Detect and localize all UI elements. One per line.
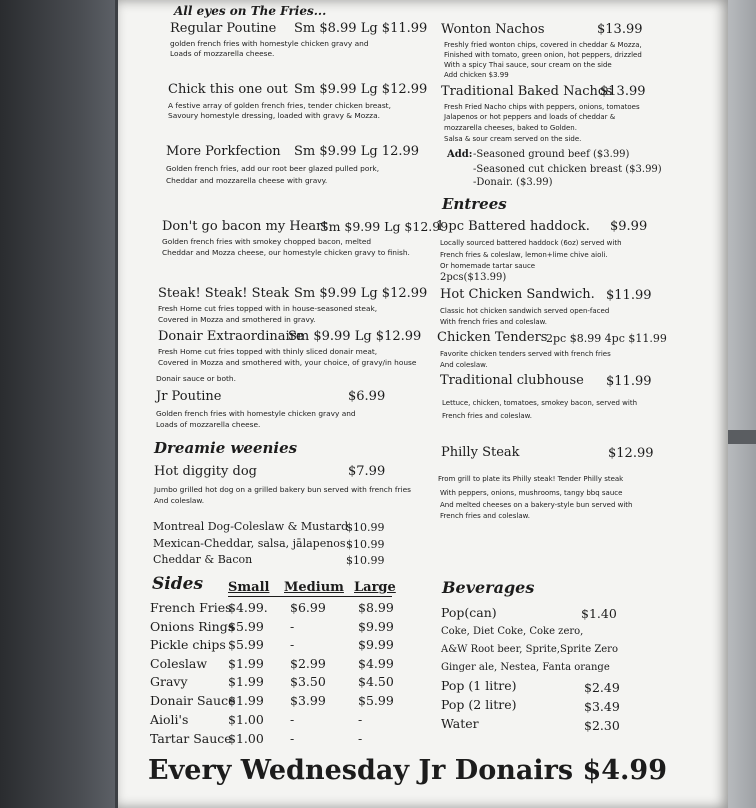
item-desc-line: Add chicken $3.99 [444,71,509,79]
beverage-name: Pop (2 litre) [441,697,517,712]
sides-header-rule [228,596,392,597]
item-name: Philly Steak [441,445,520,460]
item-price: $11.99 [606,288,652,303]
item-desc-line: Classic hot chicken sandwich served open-faced [440,307,610,315]
item-price: $9.99 [610,219,648,234]
add-option: -Seasoned ground beef ($3.99) [473,149,630,160]
item-desc-line: And coleslaw. [440,361,488,369]
item-price: $7.99 [348,464,386,479]
item-desc-line: Finished with tomato, green onion, hot peppers, drizzled [444,51,642,59]
item-price: $11.99 [606,374,652,389]
beverage-flavors-line: Ginger ale, Nestea, Fanta orange [441,662,610,673]
beverage-price: $3.49 [584,699,620,714]
item-name: Chick this one out [168,82,288,97]
item-desc-line: Donair sauce or both. [156,374,236,383]
beverage-price: $1.40 [581,606,617,621]
sides-row-name: Coleslaw [150,656,208,671]
item-desc-line: Golden french fries with homestyle chicken gravy and [156,409,356,418]
hotdog-option-name: Mexican-Cheddar, salsa, jālapenos [153,537,346,550]
item-desc-line: Jalapenos or hot peppers and loads of cheddar & [444,113,616,121]
sides-price-large: $9.99 [358,637,394,652]
item-desc-line: Golden french fries, add our root beer glazed pulled pork, [166,164,380,173]
item-price: $6.99 [348,389,386,404]
hotdog-option-name: Cheddar & Bacon [153,553,253,566]
beverages-header: Beverages [442,578,535,597]
item-name: Wonton Nachos [441,22,545,37]
menu-sheet [118,0,728,808]
sides-price-medium: - [290,619,295,634]
sides-price-medium: - [290,637,295,652]
item-price: $13.99 [597,22,643,37]
item-desc-line: golden french fries with homestyle chicken gravy and [170,39,369,48]
sides-price-large: $9.99 [358,619,394,634]
sides-price-small: $1.00 [228,712,264,727]
sides-price-medium: $2.99 [290,656,326,671]
sides-row-name: French Fries [150,600,232,615]
item-price: Sm $9.99 Lg $12.99 [294,82,428,97]
sides-price-small: $1.99 [228,656,264,671]
item-desc-line: Loads of mozzarella cheese. [170,49,275,58]
hotdog-option-name: Montreal Dog-Coleslaw & Mustard [153,520,349,533]
sides-price-large: - [358,731,363,746]
item-desc-line: Locally sourced battered haddock (6oz) served with [440,239,622,247]
item-desc-line: With french fries and coleslaw. [440,318,547,326]
sides-price-large: $5.99 [358,693,394,708]
sides-price-small: $4.99. [228,600,268,615]
beverage-name: Water [441,716,479,731]
item-name: Don't go bacon my Heart [162,219,328,234]
item-desc-line: Fresh Home cut fries topped with in house-seasoned steak, [158,304,378,313]
sides-price-large: - [358,712,363,727]
beverage-flavors-line: A&W Root beer, Sprite,Sprite Zero [441,644,618,655]
item-desc-line: Or homemade tartar sauce [440,262,536,270]
sides-row-name: Pickle chips [150,637,226,652]
item-desc-line: And melted cheeses on a bakery-style bun served with [440,501,633,509]
item-desc-line: French fries & coleslaw, lemon+lime chive aioli. [440,251,608,259]
item-desc-line: Cheddar and Mozza cheese, our homestyle chicken gravy to finish. [162,248,410,257]
weenies-header: Dreamie weenies [154,439,298,457]
item-desc-line: mozzarella cheeses, baked to Golden. [444,124,577,132]
item-name: Traditional clubhouse [440,373,584,388]
item-name: Hot Chicken Sandwich. [440,287,595,302]
item-desc-line: With a spicy Thai sauce, sour cream on the side [444,61,612,69]
sides-col-medium: Medium [284,580,344,595]
item-name: Jr Poutine [156,389,222,404]
hotdog-option-price: $10.99 [346,554,385,567]
item-desc-line: Freshly fried wonton chips, covered in cheddar & Mozza, [444,41,642,49]
item-desc-line: Savoury homestyle dressing, loaded with gravy & Mozza. [168,111,380,120]
beverage-flavors-line: Coke, Diet Coke, Coke zero, [441,626,584,637]
sides-price-small: $1.99 [228,674,264,689]
item-desc-line: Cheddar and mozzarella cheese with gravy. [166,176,328,185]
item-price: 2pc $8.99 4pc $11.99 [546,332,667,345]
item-name: Donair Extraordinaire [158,329,304,344]
beverage-price: $2.30 [584,718,620,733]
sides-price-small: $1.00 [228,731,264,746]
item-desc-line: Loads of mozzarella cheese. [156,420,261,429]
add-label: Add: [447,149,473,160]
item-name: 1 pc Battered haddock. [436,219,590,234]
sides-col-small: Small [228,580,270,595]
item-desc-line: Fresh Home cut fries topped with thinly sliced donair meat, [158,347,378,356]
item-name: More Porkfection [166,144,281,159]
item-name: Chicken Tenders [437,330,548,345]
fries-header: All eyes on The Fries... [174,4,327,18]
sides-row-name: Gravy [150,674,188,689]
sides-price-medium: $3.99 [290,693,326,708]
item-price: $13.99 [600,84,646,99]
haddock-two-piece: 2pcs($13.99) [440,272,507,283]
item-price: Sm $9.99 Lg $12.99 [320,219,449,234]
sides-price-small: $5.99 [228,619,264,634]
item-desc-line: Covered in Mozza and smothered in gravy. [158,315,316,324]
item-desc-line: Lettuce, chicken, tomatoes, smokey bacon, served with [442,399,638,407]
sides-price-large: $4.50 [358,674,394,689]
sides-price-large: $4.99 [358,656,394,671]
sides-price-large: $8.99 [358,600,394,615]
sides-price-small: $5.99 [228,637,264,652]
item-price: Sm $8.99 Lg $11.99 [294,21,428,36]
sides-header: Sides [152,574,204,594]
item-desc-line: Covered in Mozza and smothered with, your choice, of gravy/in house [158,358,417,367]
hotdog-option-price: $10.99 [346,521,385,534]
sides-price-medium: - [290,712,295,727]
sides-row-name: Tartar Sauce [150,731,232,746]
add-option: -Seasoned cut chicken breast ($3.99) [473,164,662,175]
item-price: Sm $9.99 Lg $12.99 [294,286,428,301]
sides-price-medium: $3.50 [290,674,326,689]
beverage-name: Pop (1 litre) [441,678,517,693]
beverage-price: $2.49 [584,680,620,695]
sides-row-name: Onions Rings [150,619,235,634]
beverage-name: Pop(can) [441,605,497,620]
entrees-header: Entrees [442,195,507,213]
hotdog-option-price: $10.99 [346,538,385,551]
item-desc-line: With peppers, onions, mushrooms, tangy bbq sauce [440,489,623,497]
item-desc-line: Golden french fries with smokey chopped bacon, melted [162,237,372,246]
item-desc-line: A festive array of golden french fries, tender chicken breast, [168,101,391,110]
sides-price-medium: - [290,731,295,746]
background-left [0,0,115,808]
item-price: Sm $9.99 Lg $12.99 [288,329,422,344]
sides-col-large: Large [354,580,396,595]
item-name: Steak! Steak! Steak [158,286,290,301]
item-name: Traditional Baked Nachos [441,84,613,99]
item-desc-line: French fries and coleslaw. [442,412,532,420]
item-price: $12.99 [608,446,654,461]
item-name: Hot diggity dog [154,464,257,479]
promo-banner: Every Wednesday Jr Donairs $4.99 [148,755,667,786]
item-desc-line: Jumbo grilled hot dog on a grilled bakery bun served with french fries [154,485,411,494]
item-desc-line: From grill to plate its Philly steak! Tender Philly steak [438,475,624,483]
item-name: Regular Poutine [170,21,277,36]
item-price: Sm $9.99 Lg 12.99 [294,144,420,159]
sides-row-name: Donair Sauce [150,693,236,708]
sides-row-name: Aioli's [150,712,189,727]
item-desc-line: And coleslaw. [154,496,205,505]
sides-price-small: $1.99 [228,693,264,708]
add-option: -Donair. ($3.99) [473,177,553,188]
item-desc-line: Fresh Fried Nacho chips with peppers, onions, tomatoes [444,103,640,111]
item-desc-line: Favorite chicken tenders served with french fries [440,350,611,358]
sides-price-medium: $6.99 [290,600,326,615]
item-desc-line: Salsa & sour cream served on the side. [444,135,582,143]
item-desc-line: French fries and coleslaw. [440,512,530,520]
